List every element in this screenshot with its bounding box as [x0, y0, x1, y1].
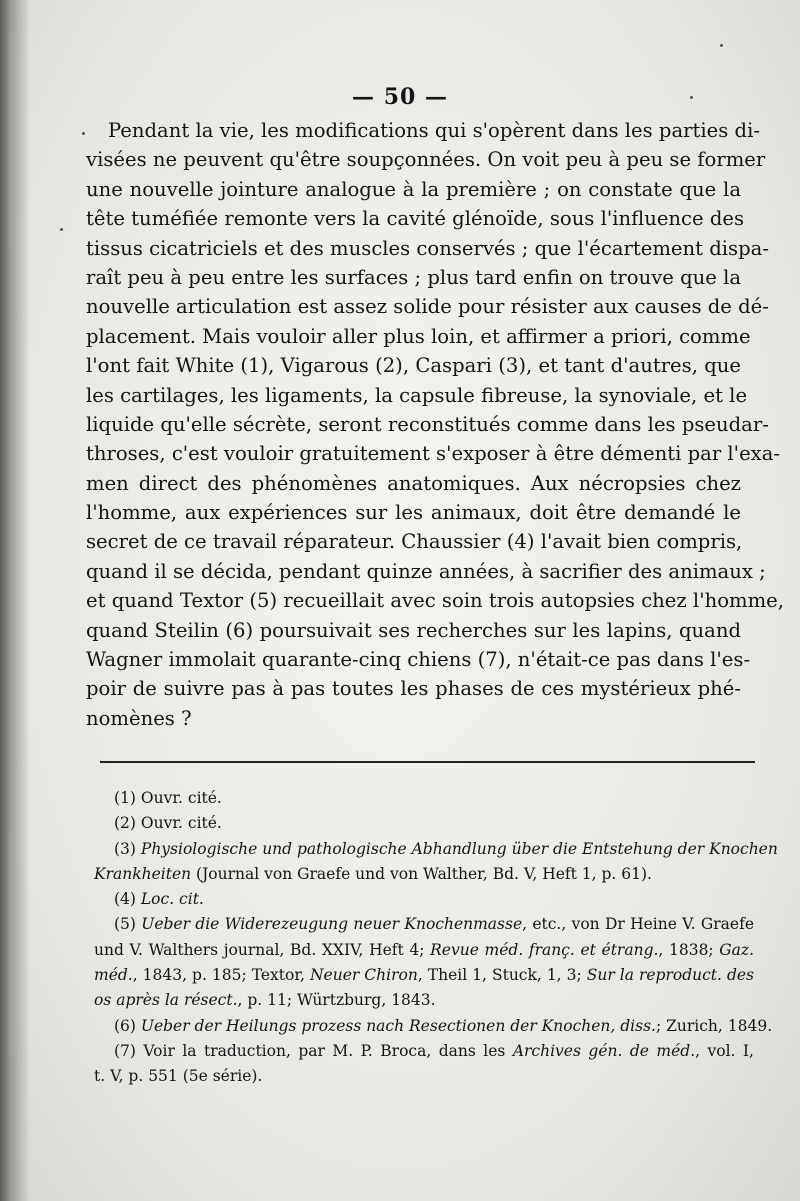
text-line: Pendant la vie, les modifications qui s'opèrent dans les parties di- — [108, 119, 760, 142]
text-line: nomènes ? — [86, 706, 192, 730]
text-line: men direct des phénomènes anatomiques. Aux nécropsies chez — [86, 471, 741, 495]
footnote-7-cont: t. V, p. 551 (5e série). — [94, 1067, 263, 1086]
page-binding-shadow — [0, 0, 30, 1201]
text-line: une nouvelle jointure analogue à la première ; on constate que la — [86, 177, 741, 201]
text-line: secret de ce travail réparateur. Chaussier (4) l'avait bien compris, — [86, 530, 743, 554]
text-line: les cartilages, les ligaments, la capsule fibreuse, la synoviale, et le — [86, 383, 748, 407]
text-line: tissus cicatriciels et des muscles conservés ; que l'écartement dispa- — [86, 236, 769, 260]
footnotes — [94, 786, 778, 1090]
text-line: l'ont fait White (1), Vigarous (2), Caspari (3), et tant d'autres, que — [86, 354, 741, 378]
footnote-5-cont: und V. Walthers journal, Bd. XXIV, Heft 4; Revue méd. franç. et étrang., 1838; Gaz. — [94, 940, 755, 959]
text-line: placement. Mais vouloir aller plus loin, et affirmer a priori, comme — [86, 324, 751, 348]
footnote-2: (2) Ouvr. cité. — [114, 814, 222, 833]
main-text — [86, 116, 784, 733]
footnote-1: (1) Ouvr. cité. — [114, 789, 222, 807]
footnote-4: (4) Loc. cit. — [114, 890, 204, 909]
footnote-5-cont: os après la résect., p. 11; Würtzburg, 1843. — [94, 991, 436, 1010]
footnote-5: (5) Ueber die Widerezeugung neuer Knochenmasse, etc., von Dr Heine V. Graefe — [114, 915, 754, 934]
text-line: et quand Textor (5) recueillait avec soin trois autopsies chez l'homme, — [86, 589, 784, 613]
text-line: nouvelle articulation est assez solide pour résister aux causes de dé- — [86, 295, 769, 319]
footnote-3-cont: Krankheiten (Journal von Graefe und von Walther, Bd. V, Heft 1, p. 61). — [94, 864, 652, 883]
footnote-3: (3) Physiologische und pathologische Abhandlung über die Entstehung der Knochen — [114, 839, 778, 858]
text-line: quand il se décida, pendant quinze années, à sacrifier des animaux ; — [86, 559, 766, 583]
text-line: tête tuméfiée remonte vers la cavité glénoïde, sous l'influence des — [86, 207, 745, 231]
print-speck — [720, 44, 723, 47]
print-speck — [690, 96, 693, 99]
text-line: Wagner immolait quarante-cinq chiens (7), n'était-ce pas dans l'es- — [86, 648, 751, 672]
text-line: raît peu à peu entre les surfaces ; plus tard enfin on trouve que la — [86, 265, 742, 289]
print-speck — [60, 228, 63, 231]
footnote-7: (7) Voir la traduction, par M. P. Broca, dans les Archives gén. de méd., vol. I, — [114, 1041, 754, 1060]
text-line: visées ne peuvent qu'être soupçonnées. On voit peu à peu se former — [86, 148, 766, 172]
text-line: throses, c'est vouloir gratuitement s'exposer à être démenti par l'exa- — [86, 442, 781, 466]
footnote-divider — [100, 761, 755, 763]
footnote-6: (6) Ueber der Heilungs prozess nach Resectionen der Knochen, diss.; Zurich, 1849. — [114, 1016, 773, 1035]
footnote-5-cont: méd., 1843, p. 185; Textor, Neuer Chiron, Theil 1, Stuck, 1, 3; Sur la reproduct. des — [94, 966, 754, 985]
print-speck — [82, 132, 85, 135]
text-line: quand Steilin (6) poursuivait ses recherches sur les lapins, quand — [86, 618, 741, 642]
page-number: — 50 — — [352, 84, 448, 110]
text-line: l'homme, aux expériences sur les animaux, doit être demandé le — [86, 501, 741, 525]
text-line: liquide qu'elle sécrète, seront reconstitués comme dans les pseudar- — [86, 412, 769, 436]
text-line: poir de suivre pas à pas toutes les phases de ces mystérieux phé- — [86, 677, 741, 701]
